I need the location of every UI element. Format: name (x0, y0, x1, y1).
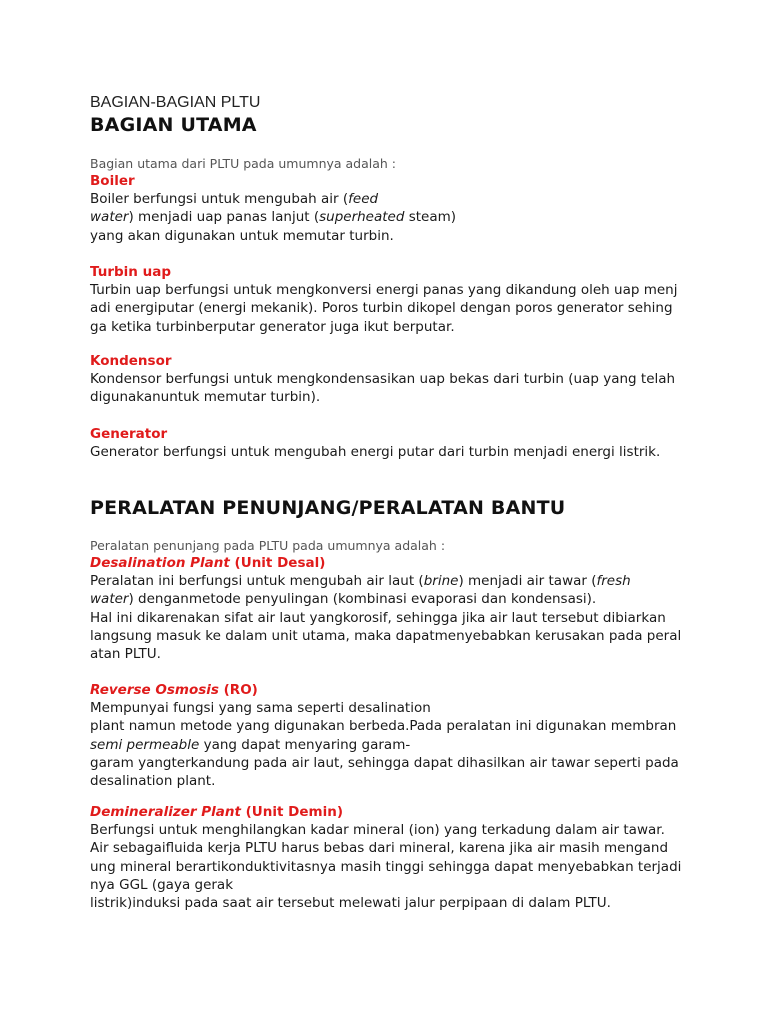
ro-line-5: desalination plant. (90, 773, 216, 790)
desal-line-4: langsung masuk ke dalam unit utama, maka dapatmenyebabkan kerusakan pada peral (90, 627, 682, 644)
turbin-block (90, 263, 690, 336)
heading-bagian-utama: BAGIAN UTAMA (90, 114, 257, 136)
generator-line-1: Generator berfungsi untuk mengubah energi putar dari turbin menjadi energi listrik. (90, 444, 661, 460)
kondensor-line-1: Kondensor berfungsi untuk mengkondensasikan uap bekas dari turbin (uap yang telah (90, 371, 676, 387)
item-title-desalination: Desalination Plant (Unit Desal) (90, 555, 326, 571)
item-title-generator: Generator (90, 426, 168, 442)
boiler-line-3: yang akan digunakan untuk memutar turbin. (90, 227, 394, 244)
item-title-demineralizer: Demineralizer Plant (Unit Demin) (90, 804, 343, 820)
demin-block (90, 803, 690, 912)
heading-peralatan-penunjang: PERALATAN PENUNJANG/PERALATAN BANTU (90, 497, 566, 519)
demin-line-1: Berfungsi untuk menghilangkan kadar mineral (ion) yang terkadung dalam air tawar. (90, 822, 665, 838)
ro-line-4: garam yangterkandung pada air laut, sehingga dapat dihasilkan air tawar seperti pada (90, 754, 679, 771)
document-page (90, 93, 690, 912)
item-title-turbin-uap: Turbin uap (90, 264, 171, 280)
generator-block (90, 425, 690, 461)
demin-line-2: Air sebagaifluida kerja PLTU harus bebas dari mineral, karena jika air masih mengand (90, 840, 669, 857)
document-title: BAGIAN-BAGIAN PLTU (90, 94, 261, 111)
kondensor-line-2: digunakanuntuk memutar turbin). (90, 389, 321, 406)
main-intro: Bagian utama dari PLTU pada umumnya adalah : (90, 156, 397, 171)
desal-line-1: Peralatan ini berfungsi untuk mengubah air laut (brine) menjadi air tawar (fresh (90, 573, 631, 589)
item-title-kondensor: Kondensor (90, 353, 172, 369)
ro-line-2: plant namun metode yang digunakan berbeda.Pada peralatan ini digunakan membran (90, 718, 677, 735)
turbin-line-1: Turbin uap berfungsi untuk mengkonversi energi panas yang dikandung oleh uap menj (90, 282, 678, 298)
ro-block (90, 681, 690, 790)
item-title-reverse-osmosis: Reverse Osmosis (RO) (90, 682, 258, 698)
turbin-line-2: adi energiputar (energi mekanik). Poros turbin dikopel dengan poros generator sehing (90, 300, 673, 317)
boiler-line-1: Boiler berfungsi untuk mengubah air (feed (90, 191, 379, 207)
demin-line-4: nya GGL (gaya gerak (90, 876, 234, 893)
ro-line-3: semi permeable yang dapat menyaring garam- (90, 736, 411, 753)
turbin-line-3: ga ketika turbinberputar generator juga ikut berputar. (90, 318, 455, 335)
desal-line-5: atan PLTU. (90, 646, 161, 663)
desal-line-3: Hal ini dikarenakan sifat air laut yangkorosif, sehingga jika air laut tersebut dibiarkan (90, 609, 666, 626)
item-title-boiler: Boiler (90, 173, 135, 189)
kondensor-block (90, 352, 690, 407)
desal-block (90, 537, 690, 663)
desal-line-2: water) denganmetode penyulingan (kombinasi evaporasi dan kondensasi). (90, 591, 597, 608)
support-intro: Peralatan penunjang pada PLTU pada umumnya adalah : (90, 538, 446, 553)
ro-line-1: Mempunyai fungsi yang sama seperti desalination (90, 700, 431, 716)
demin-line-5: listrik)induksi pada saat air tersebut melewati jalur perpipaan di dalam PLTU. (90, 895, 611, 912)
main-intro-block (90, 155, 690, 245)
boiler-line-2: water) menjadi uap panas lanjut (superheated steam) (90, 209, 457, 226)
demin-line-3: ung mineral berartikonduktivitasnya masih tinggi sehingga dapat menyebabkan terjadi (90, 858, 682, 875)
